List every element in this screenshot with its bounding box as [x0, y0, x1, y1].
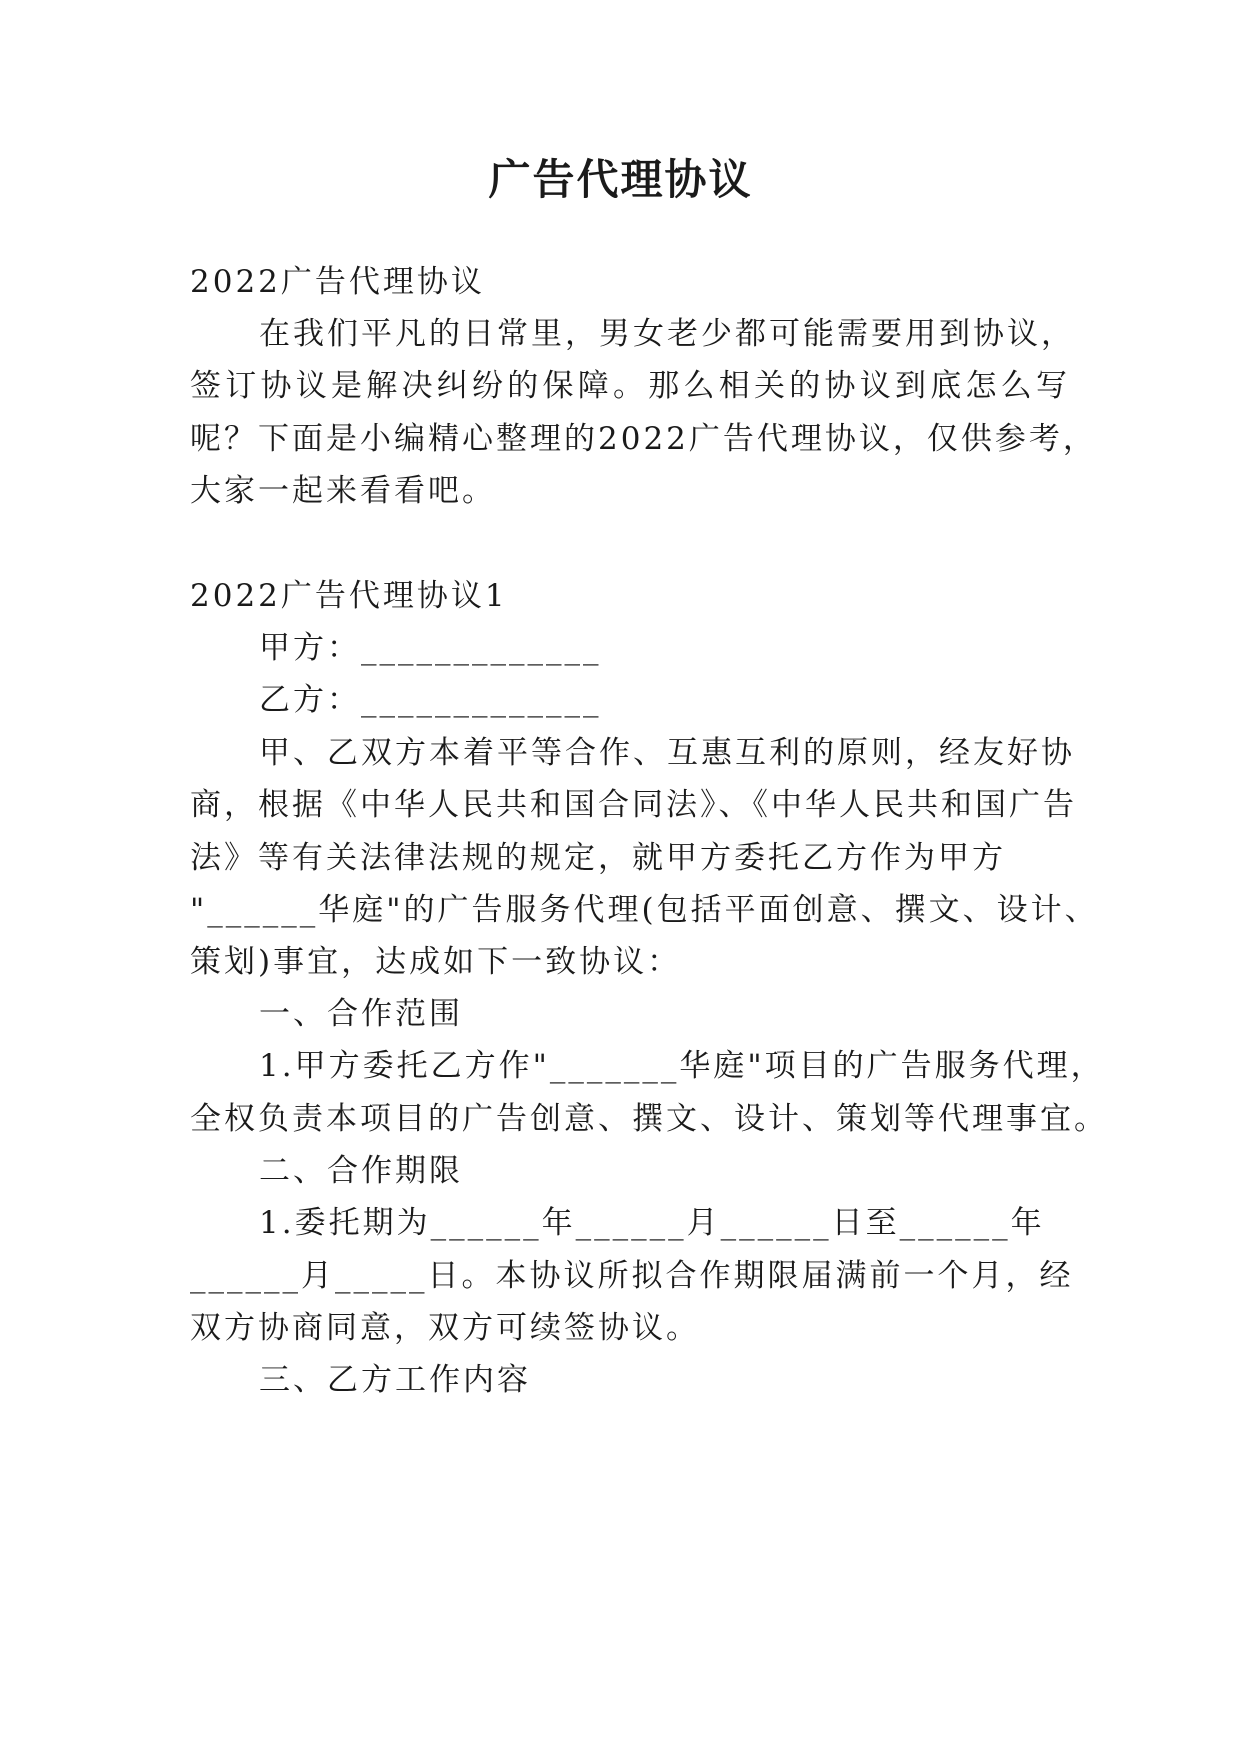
term-item-1-line-2: ______月_____日。本协议所拟合作期限届满前一个月，经 [190, 1258, 1074, 1294]
preamble-line-5: 策划)事宜，达成如下一致协议： [190, 944, 682, 980]
party-b-line: 乙方：_____________ [259, 682, 602, 718]
clause-heading-scope: 一、合作范围 [259, 996, 463, 1032]
preamble-line-3: 法》等有关法律法规的规定，就甲方委托乙方作为甲方 [190, 840, 1006, 876]
preamble-line-2: 商，根据《中华人民共和国合同法》、《中华人民共和国广告 [190, 787, 1077, 823]
clause-heading-term: 二、合作期限 [259, 1153, 463, 1189]
document-title: 广告代理协议 [488, 155, 753, 204]
term-item-1-line-1: 1.委托期为______年______月______日至______年 [259, 1205, 1045, 1241]
section-heading-agreement-1: 2022广告代理协议1 [190, 578, 508, 614]
clause-heading-work-content: 三、乙方工作内容 [259, 1362, 531, 1398]
preamble-line-4: "______华庭"的广告服务代理(包括平面创意、撰文、设计、 [190, 892, 1099, 928]
preamble-line-1: 甲、乙双方本着平等合作、互惠互利的原则，经友好协 [259, 735, 1075, 771]
intro-paragraph-line-3: 呢？下面是小编精心整理的2022广告代理协议，仅供参考， [190, 421, 1097, 457]
term-item-1-line-3: 双方协商同意，双方可续签协议。 [190, 1310, 700, 1346]
scope-item-1-line-2: 全权负责本项目的广告创意、撰文、设计、策划等代理事宜。 [190, 1101, 1108, 1137]
intro-paragraph-line-2: 签订协议是解决纠纷的保障。那么相关的协议到底怎么写 [190, 368, 1070, 404]
intro-paragraph-line-4: 大家一起来看看吧。 [190, 473, 496, 509]
party-a-line: 甲方：_____________ [259, 630, 602, 666]
intro-heading: 2022广告代理协议 [190, 264, 485, 300]
intro-paragraph-line-1: 在我们平凡的日常里，男女老少都可能需要用到协议， [259, 316, 1075, 352]
scope-item-1-line-1: 1.甲方委托乙方作"_______华庭"项目的广告服务代理， [259, 1048, 1105, 1084]
